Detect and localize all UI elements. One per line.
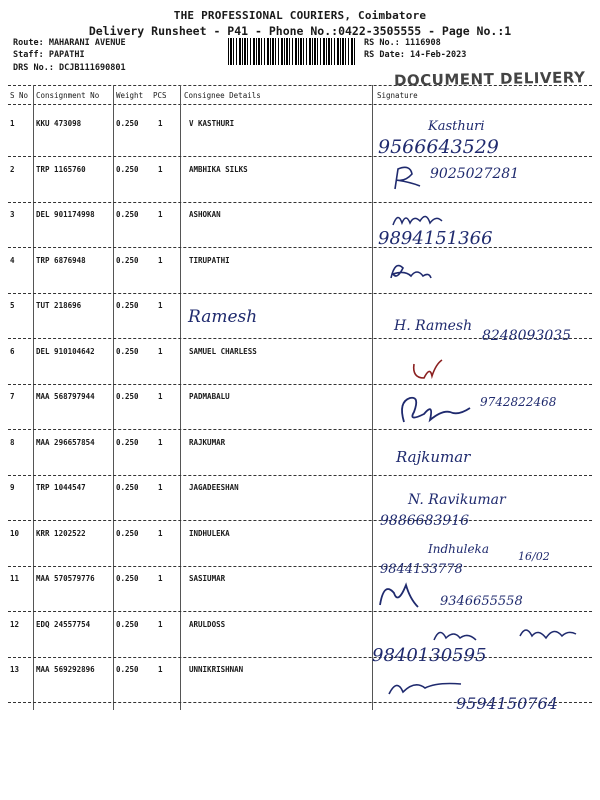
row-pcs: 1 bbox=[158, 665, 163, 674]
row-weight: 0.250 bbox=[116, 256, 139, 265]
row-divider bbox=[8, 429, 592, 430]
row-pcs: 1 bbox=[158, 574, 163, 583]
signature-scribble bbox=[385, 670, 465, 700]
handwritten-signature: H. Ramesh bbox=[394, 318, 473, 334]
table-row bbox=[0, 438, 600, 458]
row-consignee: UNNIKRISHNAN bbox=[189, 665, 244, 674]
row-pcs: 1 bbox=[158, 165, 163, 174]
row-consignment-no: MAA 569292896 bbox=[36, 665, 95, 674]
row-sno: 6 bbox=[10, 347, 15, 356]
row-pcs: 1 bbox=[158, 347, 163, 356]
drs-number: DRS No.: DCJB111690801 bbox=[13, 63, 126, 73]
row-sno: 8 bbox=[10, 438, 15, 447]
handwritten-phone: 9886683916 bbox=[380, 513, 470, 529]
row-weight: 0.250 bbox=[116, 438, 139, 447]
row-weight: 0.250 bbox=[116, 210, 139, 219]
row-pcs: 1 bbox=[158, 119, 163, 128]
row-sno: 4 bbox=[10, 256, 15, 265]
table-row bbox=[0, 347, 600, 367]
row-sno: 2 bbox=[10, 165, 15, 174]
row-weight: 0.250 bbox=[116, 529, 139, 538]
barcode-image bbox=[228, 38, 356, 65]
row-sno: 10 bbox=[10, 529, 20, 538]
handwritten-phone: 9025027281 bbox=[430, 166, 520, 182]
col-consignee: Consignee Details bbox=[184, 91, 261, 100]
table-row bbox=[0, 210, 600, 230]
handwritten-name: Kasthuri bbox=[428, 119, 485, 134]
col-weight: Weight bbox=[116, 91, 144, 100]
signature-scribble bbox=[390, 164, 430, 194]
row-divider bbox=[8, 475, 592, 476]
header-divider-bottom bbox=[8, 104, 592, 105]
document-title: THE PROFESSIONAL COURIERS, Coimbatore bbox=[173, 9, 427, 22]
signature-scribble bbox=[394, 392, 474, 432]
table-row bbox=[0, 483, 600, 503]
handwritten-phone: 8248093035 bbox=[482, 328, 572, 344]
row-consignment-no: MAA 568797944 bbox=[36, 392, 95, 401]
row-consignee: RAJKUMAR bbox=[189, 438, 226, 447]
row-consignment-no: KRR 1202522 bbox=[36, 529, 86, 538]
handwritten-name: Ramesh bbox=[188, 307, 258, 327]
row-consignee: JAGADEESHAN bbox=[189, 483, 239, 492]
table-row bbox=[0, 301, 600, 321]
handwritten-phone: 9840130595 bbox=[372, 645, 487, 666]
row-consignee: SAMUEL CHARLESS bbox=[189, 347, 257, 356]
row-weight: 0.250 bbox=[116, 620, 139, 629]
row-consignee: PADMABALU bbox=[189, 392, 230, 401]
row-divider bbox=[8, 384, 592, 385]
col-pcs: PCS bbox=[153, 91, 167, 100]
rs-date: RS Date: 14-Feb-2023 bbox=[364, 50, 467, 60]
row-sno: 7 bbox=[10, 392, 15, 401]
row-weight: 0.250 bbox=[116, 392, 139, 401]
handwritten-phone: 9844133778 bbox=[380, 562, 463, 577]
row-consignee: INDHULEKA bbox=[189, 529, 230, 538]
table-row bbox=[0, 119, 600, 139]
row-consignee: ASHOKAN bbox=[189, 210, 221, 219]
row-pcs: 1 bbox=[158, 392, 163, 401]
row-consignee: V KASTHURI bbox=[189, 119, 235, 128]
row-pcs: 1 bbox=[158, 301, 163, 310]
handwritten-phone: 9594150764 bbox=[456, 694, 558, 713]
row-sno: 9 bbox=[10, 483, 15, 492]
col-signature: Signature bbox=[377, 91, 418, 100]
row-consignee: AMBHIKA SILKS bbox=[189, 165, 248, 174]
table-row bbox=[0, 574, 600, 594]
signature-scribble bbox=[410, 356, 446, 384]
row-sno: 5 bbox=[10, 301, 15, 310]
row-weight: 0.250 bbox=[116, 574, 139, 583]
row-sno: 3 bbox=[10, 210, 15, 219]
row-weight: 0.250 bbox=[116, 483, 139, 492]
row-consignment-no: MAA 296657854 bbox=[36, 438, 95, 447]
row-divider bbox=[8, 566, 592, 567]
row-pcs: 1 bbox=[158, 529, 163, 538]
table-row bbox=[0, 256, 600, 276]
handwritten-signature: Rajkumar bbox=[396, 448, 471, 466]
row-weight: 0.250 bbox=[116, 347, 139, 356]
row-divider bbox=[8, 520, 592, 521]
row-pcs: 1 bbox=[158, 210, 163, 219]
row-divider bbox=[8, 611, 592, 612]
row-consignment-no: MAA 570579776 bbox=[36, 574, 95, 583]
row-consignee: TIRUPATHI bbox=[189, 256, 230, 265]
handwritten-date: 16/02 bbox=[518, 550, 550, 563]
row-sno: 1 bbox=[10, 119, 15, 128]
staff-label: Staff: PAPATHI bbox=[13, 50, 85, 60]
row-divider bbox=[8, 293, 592, 294]
handwritten-phone: 9742822468 bbox=[480, 395, 557, 409]
row-divider bbox=[8, 657, 592, 658]
row-consignment-no: TRP 1044547 bbox=[36, 483, 86, 492]
row-pcs: 1 bbox=[158, 256, 163, 265]
row-pcs: 1 bbox=[158, 620, 163, 629]
row-pcs: 1 bbox=[158, 483, 163, 492]
row-consignee: SASIUMAR bbox=[189, 574, 226, 583]
row-consignment-no: DEL 901174998 bbox=[36, 210, 95, 219]
row-consignment-no: TUT 218696 bbox=[36, 301, 82, 310]
document-delivery-stamp: DOCUMENT DELIVERY bbox=[393, 68, 586, 90]
row-weight: 0.250 bbox=[116, 301, 139, 310]
row-consignment-no: KKU 473098 bbox=[36, 119, 82, 128]
row-weight: 0.250 bbox=[116, 119, 139, 128]
row-divider bbox=[8, 156, 592, 157]
row-consignment-no: TRP 6876948 bbox=[36, 256, 86, 265]
table-row bbox=[0, 665, 600, 685]
row-sno: 11 bbox=[10, 574, 20, 583]
col-sno: S No bbox=[10, 91, 29, 100]
route-label: Route: MAHARANI AVENUE bbox=[13, 38, 126, 48]
row-consignment-no: TRP 1165760 bbox=[36, 165, 86, 174]
handwritten-signature: N. Ravikumar bbox=[408, 492, 506, 508]
handwritten-phone: 9566643529 bbox=[378, 136, 499, 158]
row-weight: 0.250 bbox=[116, 665, 139, 674]
table-row bbox=[0, 529, 600, 549]
runsheet-subtitle: Delivery Runsheet - P41 - Phone No.:0422-3505555 - Page No.:1 bbox=[88, 24, 512, 38]
header-divider-top bbox=[8, 85, 592, 86]
row-pcs: 1 bbox=[158, 438, 163, 447]
row-divider bbox=[8, 247, 592, 248]
row-sno: 13 bbox=[10, 665, 20, 674]
row-weight: 0.250 bbox=[116, 165, 139, 174]
row-divider bbox=[8, 202, 592, 203]
row-consignment-no: DEL 910104642 bbox=[36, 347, 95, 356]
col-consignment: Consignment No bbox=[36, 91, 100, 100]
row-consignment-no: EDQ 24557754 bbox=[36, 620, 91, 629]
handwritten-signature: Indhuleka bbox=[428, 542, 489, 556]
handwritten-phone: 9346655558 bbox=[440, 594, 523, 609]
signature-scribble bbox=[374, 575, 424, 615]
handwritten-phone: 9894151366 bbox=[378, 228, 493, 249]
rs-number: RS No.: 1116908 bbox=[364, 38, 441, 48]
row-sno: 12 bbox=[10, 620, 20, 629]
row-consignee: ARULDOSS bbox=[189, 620, 226, 629]
signature-scribble bbox=[385, 258, 435, 286]
